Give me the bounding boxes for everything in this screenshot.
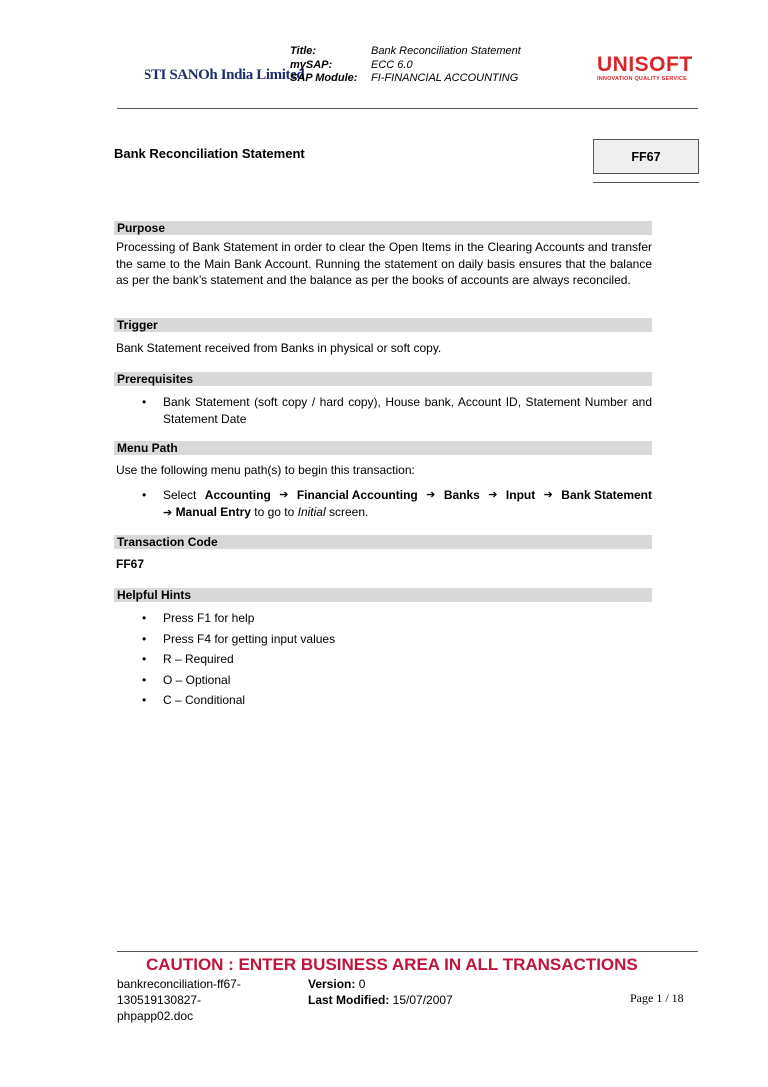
- menu-screen-name: Initial: [297, 504, 326, 519]
- arrow-right-icon: ➔: [426, 489, 436, 501]
- page-title: Bank Reconciliation Statement: [114, 146, 305, 161]
- filename-line: phpapp02.doc: [117, 1009, 194, 1023]
- section-heading-transaction-code: Transaction Code: [114, 535, 652, 549]
- helpful-hints-list: [140, 610, 652, 709]
- filename-line: bankreconciliation-ff67-: [117, 977, 241, 991]
- meta-value: FI-FINANCIAL ACCOUNTING: [371, 72, 519, 84]
- transaction-code-box: FF67: [593, 139, 699, 174]
- list-item: • Press F1 for help: [140, 610, 652, 627]
- meta-value: ECC 6.0: [371, 58, 413, 71]
- menu-step: Manual Entry: [175, 504, 251, 519]
- prerequisites-list: [140, 394, 652, 427]
- meta-key: mySAP:: [290, 58, 333, 71]
- menu-step: Bank Statement: [561, 488, 652, 502]
- footer-divider: [117, 951, 698, 952]
- list-item: • R – Required: [140, 651, 652, 668]
- meta-row-mysap: [290, 59, 521, 73]
- section-heading-prerequisites: Prerequisites: [114, 372, 652, 386]
- arrow-right-icon: ➔: [543, 489, 553, 501]
- section-heading-helpful-hints: Helpful Hints: [114, 588, 652, 602]
- page-number: Page 1 / 18: [630, 991, 684, 1005]
- menu-path-line: [163, 487, 652, 504]
- meta-key: Title:: [290, 45, 317, 57]
- menu-select-word: • Select: [163, 488, 197, 502]
- list-item: • C – Conditional: [140, 692, 652, 709]
- version-label: Version:: [308, 977, 356, 991]
- menu-step: Input: [505, 488, 536, 502]
- caution-banner: CAUTION : ENTER BUSINESS AREA IN ALL TRANSACTIONS: [146, 955, 638, 974]
- trigger-text: Bank Statement received from Banks in physical or soft copy.: [116, 341, 442, 355]
- menu-suffix-before: to go to: [250, 504, 298, 519]
- footer-filename: [117, 976, 241, 1024]
- menu-path-list: [140, 487, 652, 521]
- transaction-code-value: FF67: [116, 557, 145, 571]
- list-item: • Press F4 for getting input values: [140, 631, 652, 648]
- code-box-underline: [593, 182, 699, 183]
- modified-row: [308, 992, 453, 1008]
- partner-logo-name: UNISOFT: [597, 53, 693, 76]
- list-item: • O – Optional: [140, 672, 652, 689]
- footer-version-info: [308, 976, 453, 1008]
- arrow-right-icon: ➔: [279, 489, 289, 501]
- header-divider: [117, 108, 698, 109]
- section-heading-trigger: Trigger: [114, 318, 652, 332]
- purpose-text: Processing of Bank Statement in order to clear the Open Items in the Clearing Accounts and transfer the same to the Main Bank Account. Running the statement on daily basis ensures that the balance as per the bank’s statement and the balance as per the books of accounts are always reconciled.: [116, 240, 652, 287]
- partner-logo-tagline: INNOVATION QUALITY SERVICE: [597, 76, 688, 82]
- modified-value: 15/07/2007: [392, 993, 453, 1007]
- section-heading-purpose: Purpose: [114, 221, 652, 235]
- menu-path-line-2: [163, 504, 652, 522]
- arrow-right-icon: ➔: [163, 506, 173, 519]
- arrow-right-icon: ➔: [488, 489, 498, 501]
- menu-step: Accounting: [204, 488, 271, 502]
- menu-step: Financial Accounting: [296, 488, 418, 502]
- document-meta: [290, 45, 521, 86]
- menu-step: Banks: [443, 488, 480, 502]
- list-item: • Bank Statement (soft copy / hard copy), House bank, Account ID, Statement Number and Statement Date: [140, 394, 652, 427]
- meta-row-title: [290, 45, 521, 59]
- company-logo: [138, 60, 305, 90]
- filename-line: 130519130827-: [117, 993, 202, 1007]
- company-logo-text: STI SANOh India Limited: [143, 66, 305, 83]
- partner-logo: [597, 54, 693, 82]
- version-row: [308, 976, 453, 992]
- version-value: 0: [358, 977, 366, 991]
- meta-value: Bank Reconciliation Statement: [371, 45, 521, 57]
- menu-path-intro: Use the following menu path(s) to begin this transaction:: [116, 463, 415, 477]
- menu-path-item: [140, 487, 652, 521]
- section-heading-menu-path: Menu Path: [114, 441, 652, 455]
- menu-suffix-after: screen.: [325, 504, 369, 519]
- modified-label: Last Modified:: [308, 993, 390, 1007]
- meta-row-module: [290, 72, 521, 86]
- meta-key: SAP Module:: [290, 72, 358, 84]
